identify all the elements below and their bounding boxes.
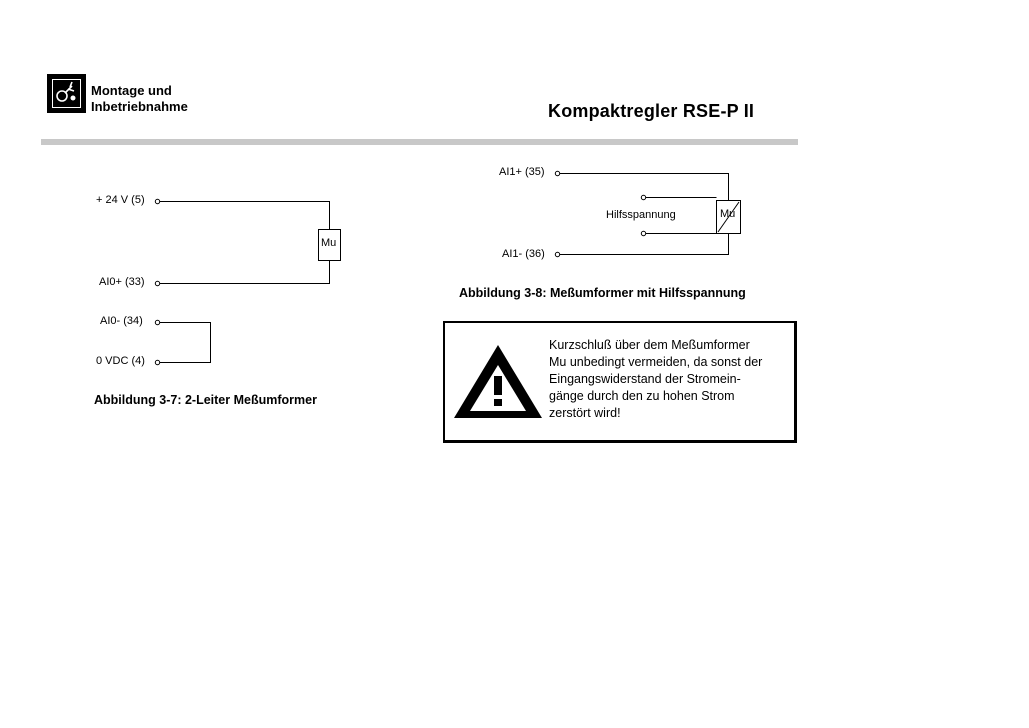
terminal-ai1-plus-label: AI1+ (35)	[499, 166, 545, 178]
warning-line: zerstört wird!	[549, 406, 621, 420]
warning-text	[549, 337, 795, 422]
terminal-24v-dot	[155, 199, 159, 203]
section-heading-line1: Montage und	[91, 83, 172, 98]
terminal-0vdc-label: 0 VDC (4)	[96, 355, 145, 367]
terminal-ai1-minus-dot	[555, 252, 559, 256]
wire-bridge	[160, 323, 211, 363]
warning-triangle-icon	[452, 343, 544, 420]
terminal-0vdc-dot	[155, 360, 159, 364]
page-title: Kompaktregler RSE-P II	[548, 101, 755, 121]
figure-3-7-caption: Abbildung 3-7: 2-Leiter Meßumformer	[94, 393, 317, 407]
aux-lower-dot	[641, 231, 645, 235]
transducer-label-3-7: Mu	[321, 237, 337, 249]
terminal-24v-label: + 24 V (5)	[96, 194, 145, 206]
warning-line: Eingangswiderstand der Stromein-	[549, 372, 741, 386]
terminal-ai0-plus-label: AI0+ (33)	[99, 276, 145, 288]
wire-ai1-plus	[560, 174, 729, 201]
terminal-ai1-minus-label: AI1- (36)	[502, 248, 545, 260]
warning-line: Mu unbedingt vermeiden, da sonst der	[549, 355, 763, 369]
terminal-ai1-plus-dot	[555, 171, 559, 175]
section-heading-line2: Inbetriebnahme	[91, 99, 188, 114]
transducer-label-3-8: Mu	[720, 208, 736, 220]
warning-line: Kurzschluß über dem Meßumformer	[549, 338, 750, 352]
wire-ai1-minus	[560, 234, 729, 255]
terminal-ai0-plus-dot	[155, 281, 159, 285]
terminal-ai0-minus-label: AI0- (34)	[100, 315, 143, 327]
aux-voltage-label: Hilfsspannung	[606, 209, 676, 221]
wire-24v	[160, 202, 330, 230]
figure-3-8-caption: Abbildung 3-8: Meßumformer mit Hilfsspannung	[459, 286, 746, 300]
wire-ai0-plus	[160, 261, 330, 284]
warning-line: gänge durch den zu hohen Strom	[549, 389, 735, 403]
aux-upper-dot	[641, 195, 645, 199]
terminal-ai0-minus-dot	[155, 320, 159, 324]
